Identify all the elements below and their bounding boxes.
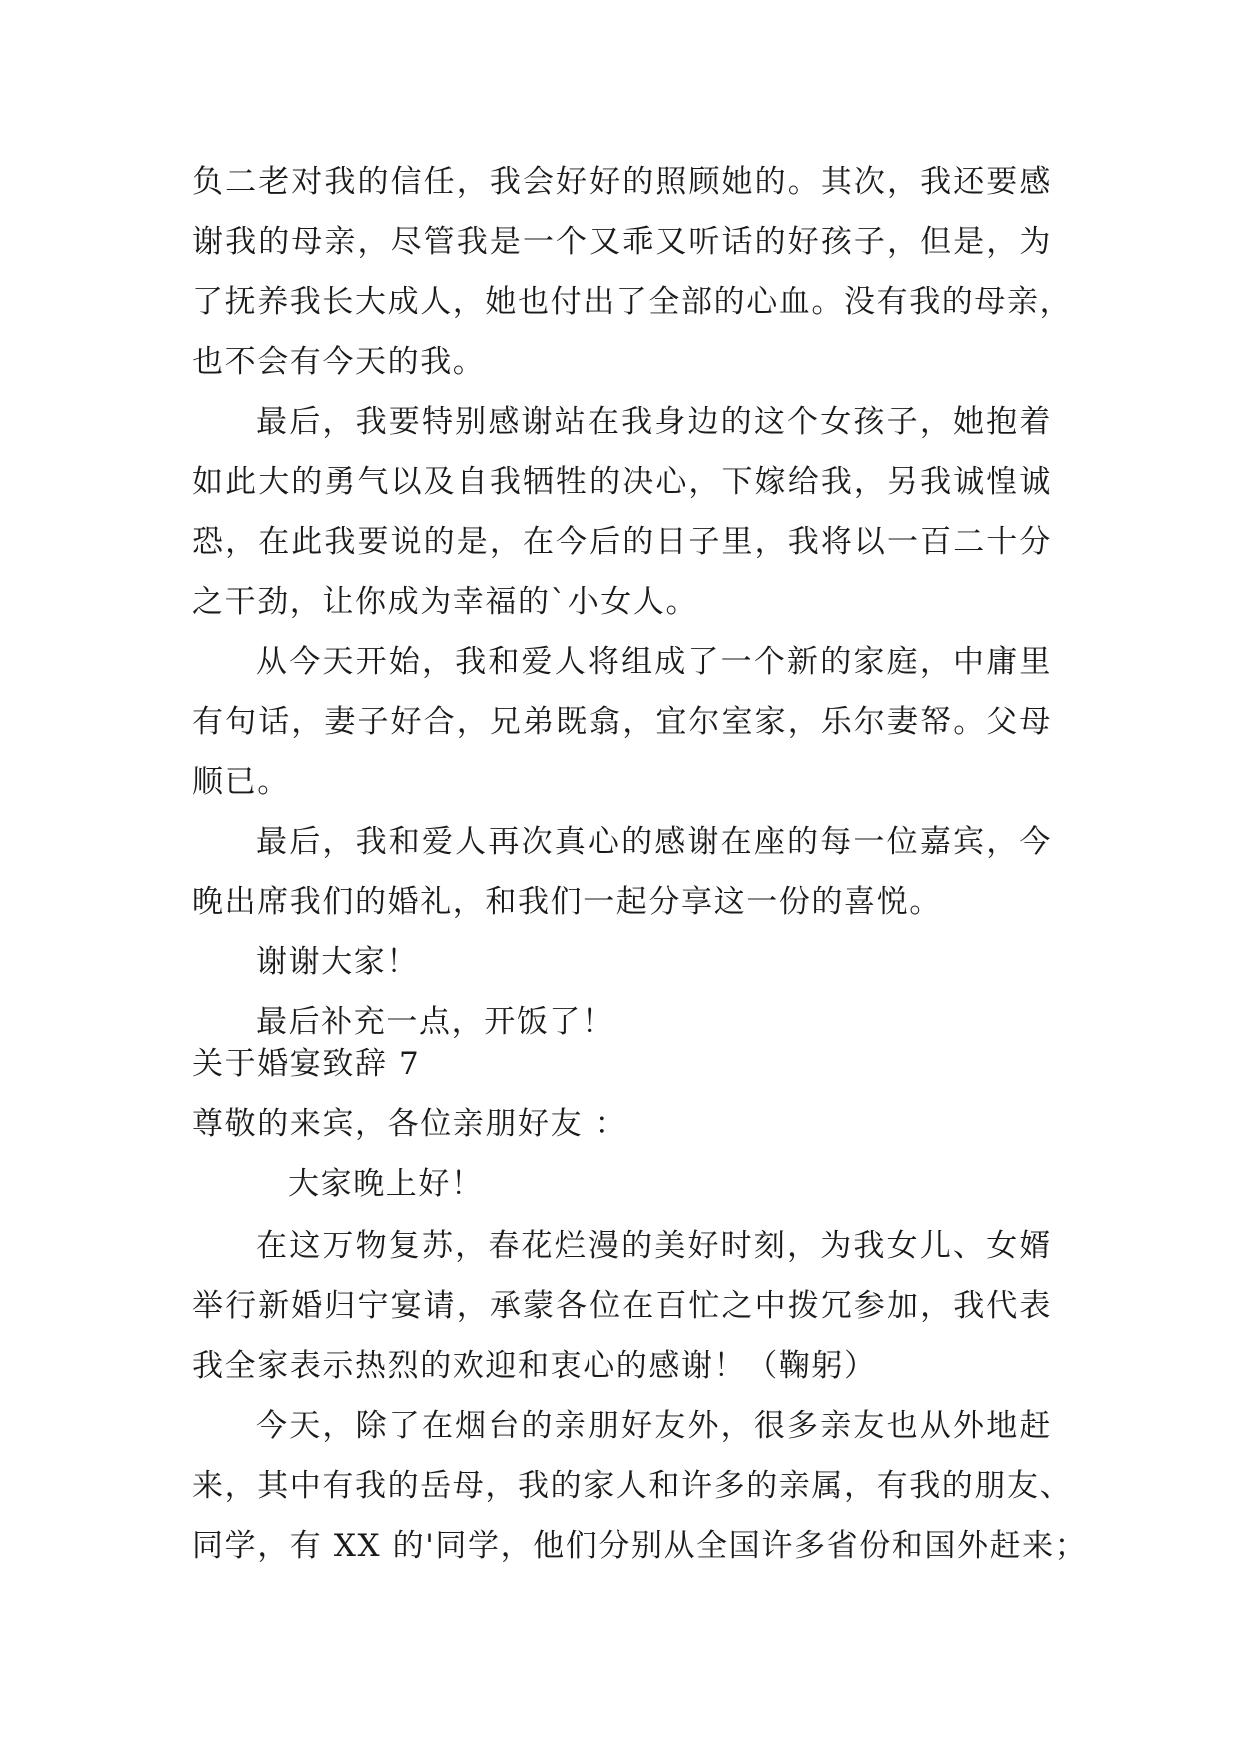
section-heading: 关于婚宴致辞 7 [192,1046,421,1082]
paragraph-line: 晚出席我们的婚礼，和我们一起分享这一份的喜悦。 [192,884,942,920]
paragraph-line: 同学，有 XX 的'同学，他们分别从全国许多省份和国外赶来； [192,1528,1088,1564]
paragraph-line: 举行新婚归宁宴请，承蒙各位在百忙之中拨冗参加，我代表 [192,1288,1052,1324]
salutation: 尊敬的来宾，各位亲朋好友 ： [192,1106,628,1142]
paragraph-line: 最后，我要特别感谢站在我身边的这个女孩子，她抱着 [256,404,1052,440]
paragraph-line: 有句话，妻子好合，兄弟既翕，宜尔室家，乐尔妻帑。父母 [192,704,1052,740]
paragraph-line: 之干劲，让你成为幸福的`小女人。 [192,584,699,620]
paragraph-line: 如此大的勇气以及自我牺牲的决心，下嫁给我，另我诚惶诚 [192,464,1052,500]
paragraph-line: 最后，我和爱人再次真心的感谢在座的每一位嘉宾，今 [256,824,1052,860]
paragraph-line: 谢我的母亲，尽管我是一个又乖又听话的好孩子，但是，为 [192,224,1052,260]
paragraph-line: 恐，在此我要说的是，在今后的日子里，我将以一百二十分 [192,524,1052,560]
paragraph-line: 顺已。 [192,764,290,800]
paragraph-line: 在这万物复苏，春花烂漫的美好时刻，为我女儿、女婿 [256,1228,1052,1264]
paragraph-line: 负二老对我的信任，我会好好的照顾她的。其次，我还要感 [192,164,1052,200]
greeting: 大家晚上好！ [288,1166,484,1202]
paragraph-line: 也不会有今天的我。 [192,344,486,380]
paragraph-line: 了抚养我长大成人，她也付出了全部的心血。没有我的母亲， [192,284,1073,320]
paragraph-line: 从今天开始，我和爱人将组成了一个新的家庭，中庸里 [256,644,1052,680]
paragraph-line: 来，其中有我的岳母，我的家人和许多的亲属，有我的朋友、 [192,1468,1073,1504]
paragraph-line: 我全家表示热烈的欢迎和衷心的感谢！（鞠躬） [192,1348,877,1384]
paragraph-line: 谢谢大家！ [256,944,419,980]
paragraph-line: 今天，除了在烟台的亲朋好友外，很多亲友也从外地赶 [256,1408,1052,1444]
paragraph-line: 最后补充一点，开饭了！ [256,1004,615,1040]
